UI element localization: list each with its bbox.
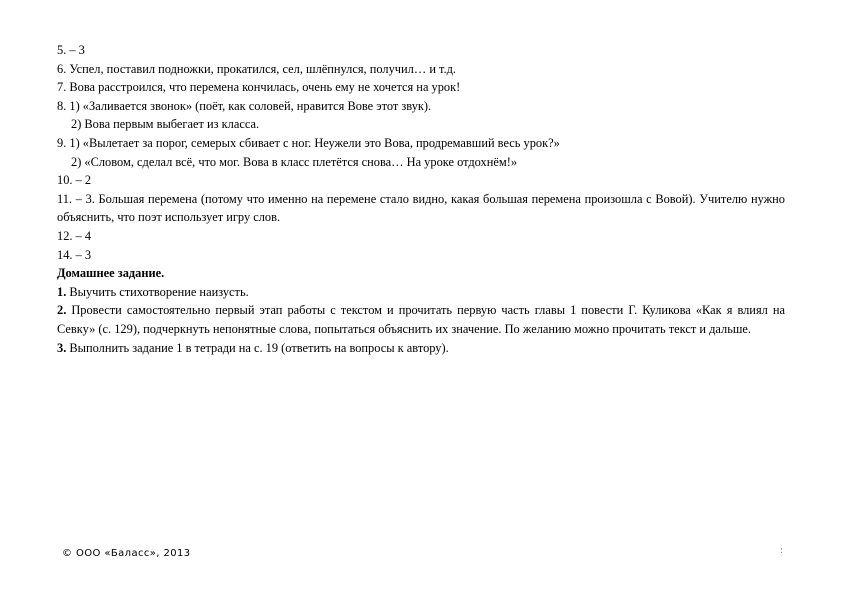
answer-9-part-1: 9. 1) «Вылетает за порог, семерых сбивает с ног. Неужели это Вова, продремавший весь урок?» xyxy=(57,135,560,150)
answer-9-part-2: 2) «Словом, сделал всё, что мог. Вова в класс плетётся снова… На уроке отдохнём!» xyxy=(71,154,518,169)
task-3-text: Выполнить задание 1 в тетради на с. 19 (ответить на вопросы к автору). xyxy=(66,340,449,355)
document-body xyxy=(57,41,785,357)
answer-8-part-1: 8. 1) «Заливается звонок» (поёт, как соловей, нравится Вове этот звук). xyxy=(57,98,432,113)
answer-5: 5. – 3 xyxy=(57,43,85,57)
answer-6: 6. Успел, поставил подножки, прокатился, сел, шлёпнулся, получил… и т.д. xyxy=(57,61,457,76)
task-1-text: Выучить стихотворение наизусть. xyxy=(66,284,249,299)
homework-task-2 xyxy=(57,301,785,338)
answer-10: 10. – 2 xyxy=(57,173,92,188)
answer-12: 12. – 4 xyxy=(57,228,92,243)
answer-11: 11. – 3. Большая перемена (потому что именно на перемене стало видно, какая большая перемена произошла с Вовой). Учителю нужно объяснить, что поэт использует игру слов. xyxy=(57,191,785,225)
homework-heading: Домашнее задание. xyxy=(57,266,165,281)
task-3-number: 3. xyxy=(57,340,67,355)
homework-task-1 xyxy=(57,283,785,302)
answer-7: 7. Вова расстроился, что перемена кончилась, очень ему не хочется на урок! xyxy=(57,80,461,95)
answer-8-part-2: 2) Вова первым выбегает из класса. xyxy=(71,117,260,132)
page-mark: : xyxy=(780,546,784,556)
task-2-number: 2. xyxy=(57,303,67,318)
homework-task-3 xyxy=(57,339,785,358)
answer-14: 14. – 3 xyxy=(57,247,92,262)
task-1-number: 1. xyxy=(57,284,67,299)
task-2-text: Провести самостоятельно первый этап работы с текстом и прочитать первую часть главы 1 повести Г. Куликова «Как я влиял на Севку» (с. 129), подчеркнуть непонятные слова, попытаться объяснить их значение. По желанию можно прочитать текст и дальше. xyxy=(57,303,785,336)
footer-copyright: © ООО «Баласс», 2013 xyxy=(62,548,191,559)
